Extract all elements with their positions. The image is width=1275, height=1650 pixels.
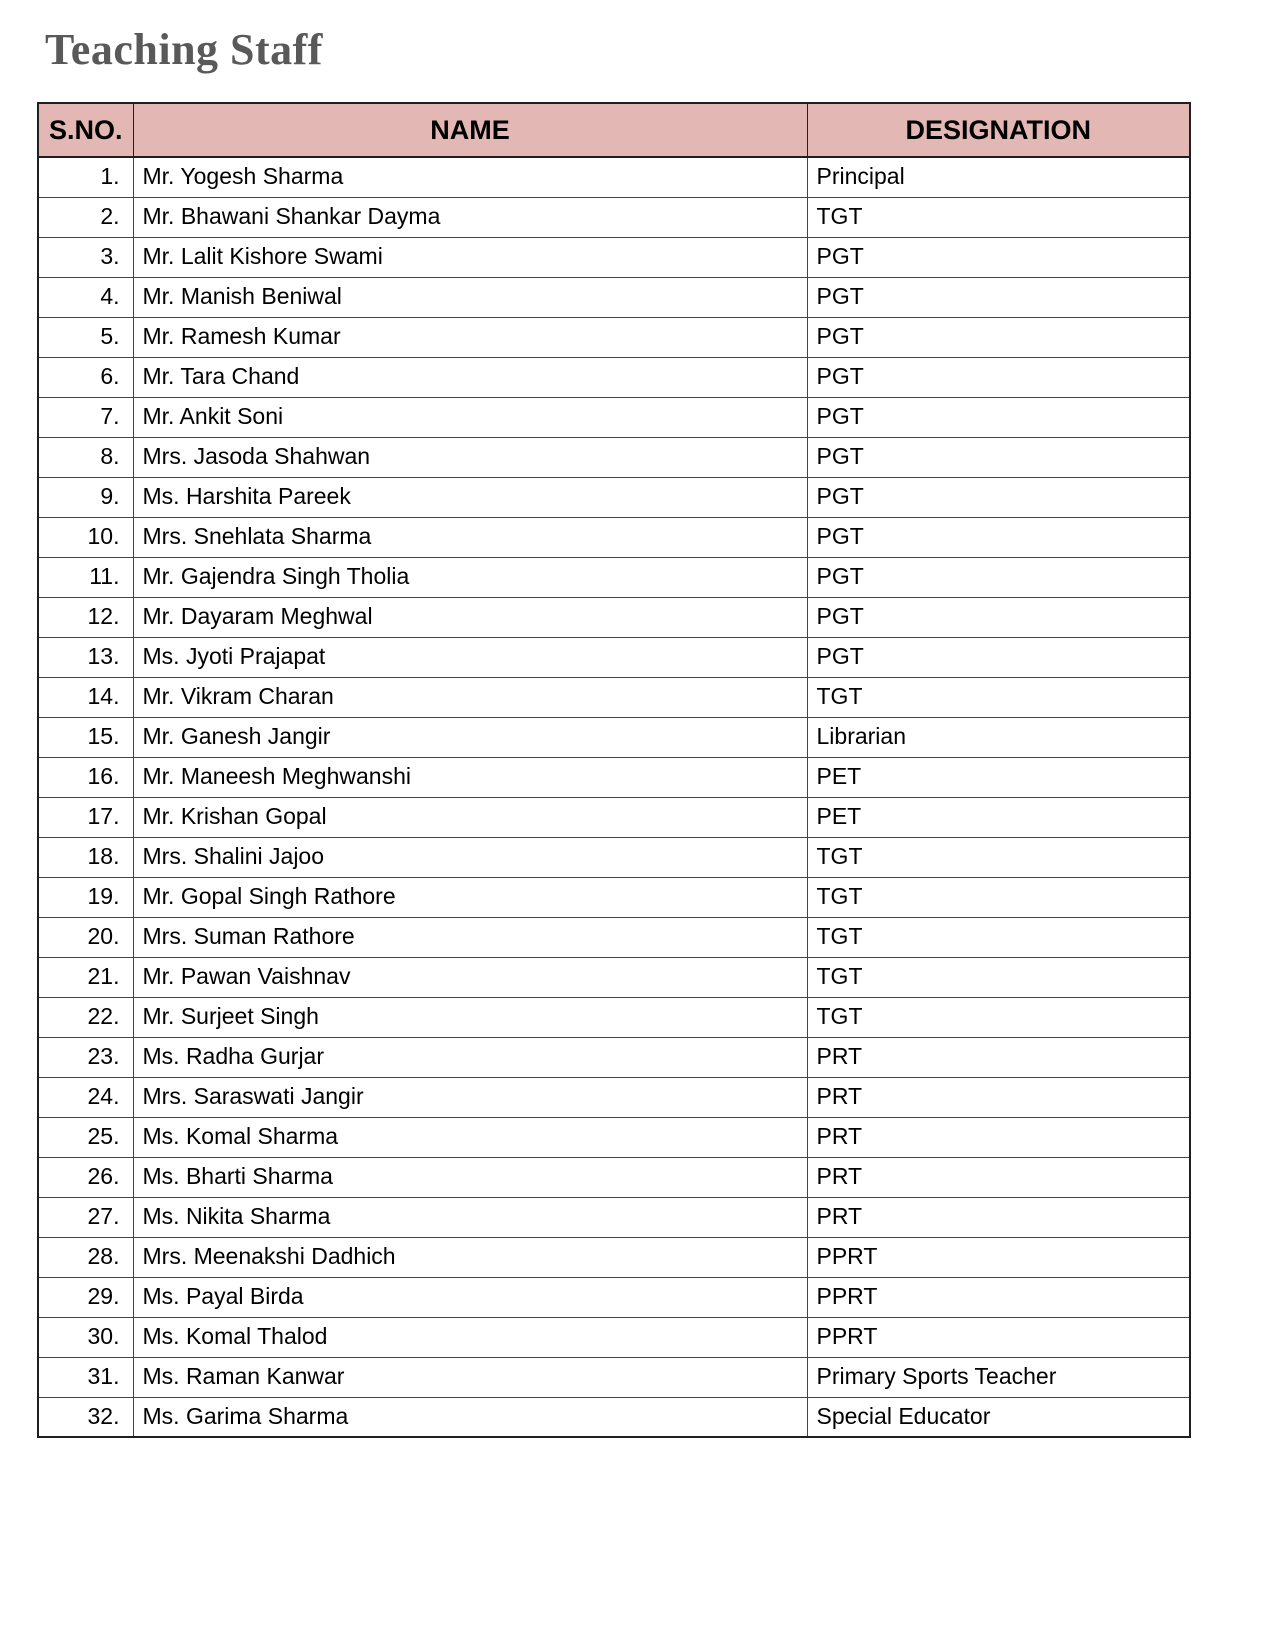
sno-cell: 18. (38, 837, 133, 877)
name-cell: Ms. Harshita Pareek (133, 477, 807, 517)
table-row (38, 197, 1190, 237)
sno-cell: 8. (38, 437, 133, 477)
sno-cell: 12. (38, 597, 133, 637)
designation-cell: PGT (807, 277, 1190, 317)
designation-cell: TGT (807, 997, 1190, 1037)
table-row (38, 637, 1190, 677)
designation-cell: TGT (807, 917, 1190, 957)
sno-cell: 14. (38, 677, 133, 717)
sno-cell: 21. (38, 957, 133, 997)
designation-cell: PGT (807, 357, 1190, 397)
table-row (38, 437, 1190, 477)
name-cell: Mr. Gopal Singh Rathore (133, 877, 807, 917)
sno-cell: 2. (38, 197, 133, 237)
table-row (38, 477, 1190, 517)
sno-cell: 25. (38, 1117, 133, 1157)
table-row (38, 317, 1190, 357)
table-row (38, 1277, 1190, 1317)
name-cell: Ms. Jyoti Prajapat (133, 637, 807, 677)
sno-cell: 7. (38, 397, 133, 437)
name-cell: Mr. Ramesh Kumar (133, 317, 807, 357)
designation-cell: PGT (807, 637, 1190, 677)
table-row (38, 677, 1190, 717)
table-row (38, 757, 1190, 797)
table-row (38, 1237, 1190, 1277)
name-cell: Mrs. Snehlata Sharma (133, 517, 807, 557)
name-cell: Mrs. Suman Rathore (133, 917, 807, 957)
designation-cell: PRT (807, 1117, 1190, 1157)
table-row (38, 717, 1190, 757)
designation-cell: TGT (807, 957, 1190, 997)
name-cell: Mr. Krishan Gopal (133, 797, 807, 837)
table-row (38, 837, 1190, 877)
designation-cell: PGT (807, 317, 1190, 357)
name-cell: Mrs. Jasoda Shahwan (133, 437, 807, 477)
name-cell: Mr. Ankit Soni (133, 397, 807, 437)
staff-table-header (38, 103, 1190, 157)
sno-cell: 24. (38, 1077, 133, 1117)
page-title: Teaching Staff (45, 25, 323, 74)
name-cell: Mrs. Shalini Jajoo (133, 837, 807, 877)
name-cell: Mr. Vikram Charan (133, 677, 807, 717)
name-cell: Ms. Garima Sharma (133, 1397, 807, 1437)
designation-cell: Principal (807, 157, 1190, 197)
designation-cell: PGT (807, 437, 1190, 477)
designation-cell: PRT (807, 1157, 1190, 1197)
designation-cell: PGT (807, 237, 1190, 277)
sno-cell: 27. (38, 1197, 133, 1237)
header-row (38, 103, 1190, 157)
designation-cell: PGT (807, 557, 1190, 597)
sno-cell: 6. (38, 357, 133, 397)
table-row (38, 917, 1190, 957)
designation-cell: TGT (807, 197, 1190, 237)
name-cell: Mr. Dayaram Meghwal (133, 597, 807, 637)
designation-cell: PGT (807, 397, 1190, 437)
table-row (38, 1357, 1190, 1397)
table-row (38, 1117, 1190, 1157)
designation-cell: PPRT (807, 1277, 1190, 1317)
table-row (38, 1317, 1190, 1357)
designation-cell: PET (807, 757, 1190, 797)
sno-cell: 20. (38, 917, 133, 957)
designation-cell: PPRT (807, 1237, 1190, 1277)
table-row (38, 357, 1190, 397)
name-cell: Mr. Maneesh Meghwanshi (133, 757, 807, 797)
name-cell: Mr. Surjeet Singh (133, 997, 807, 1037)
name-cell: Mrs. Saraswati Jangir (133, 1077, 807, 1117)
sno-cell: 30. (38, 1317, 133, 1357)
name-cell: Ms. Raman Kanwar (133, 1357, 807, 1397)
sno-cell: 17. (38, 797, 133, 837)
designation-cell: PRT (807, 1197, 1190, 1237)
sno-cell: 23. (38, 1037, 133, 1077)
name-cell: Mr. Lalit Kishore Swami (133, 237, 807, 277)
table-row (38, 877, 1190, 917)
designation-cell: PGT (807, 597, 1190, 637)
name-cell: Mr. Bhawani Shankar Dayma (133, 197, 807, 237)
name-cell: Ms. Nikita Sharma (133, 1197, 807, 1237)
table-row (38, 1037, 1190, 1077)
name-cell: Mr. Yogesh Sharma (133, 157, 807, 197)
sno-cell: 1. (38, 157, 133, 197)
name-cell: Ms. Payal Birda (133, 1277, 807, 1317)
sno-cell: 15. (38, 717, 133, 757)
table-row (38, 1157, 1190, 1197)
sno-cell: 32. (38, 1397, 133, 1437)
designation-cell: PGT (807, 517, 1190, 557)
col-header-designation: DESIGNATION (807, 103, 1190, 157)
staff-table-body (38, 157, 1190, 1437)
name-cell: Mr. Gajendra Singh Tholia (133, 557, 807, 597)
table-row (38, 1397, 1190, 1437)
sno-cell: 9. (38, 477, 133, 517)
sno-cell: 31. (38, 1357, 133, 1397)
sno-cell: 3. (38, 237, 133, 277)
sno-cell: 19. (38, 877, 133, 917)
name-cell: Mr. Ganesh Jangir (133, 717, 807, 757)
sno-cell: 10. (38, 517, 133, 557)
designation-cell: PRT (807, 1037, 1190, 1077)
table-row (38, 517, 1190, 557)
designation-cell: TGT (807, 877, 1190, 917)
name-cell: Mr. Manish Beniwal (133, 277, 807, 317)
name-cell: Ms. Radha Gurjar (133, 1037, 807, 1077)
table-row (38, 237, 1190, 277)
name-cell: Ms. Bharti Sharma (133, 1157, 807, 1197)
table-row (38, 957, 1190, 997)
table-row (38, 1077, 1190, 1117)
sno-cell: 13. (38, 637, 133, 677)
designation-cell: PPRT (807, 1317, 1190, 1357)
sno-cell: 29. (38, 1277, 133, 1317)
sno-cell: 22. (38, 997, 133, 1037)
designation-cell: PET (807, 797, 1190, 837)
table-row (38, 557, 1190, 597)
designation-cell: TGT (807, 677, 1190, 717)
designation-cell: PRT (807, 1077, 1190, 1117)
sno-cell: 16. (38, 757, 133, 797)
name-cell: Mr. Tara Chand (133, 357, 807, 397)
designation-cell: PGT (807, 477, 1190, 517)
sno-cell: 28. (38, 1237, 133, 1277)
designation-cell: Special Educator (807, 1397, 1190, 1437)
designation-cell: Librarian (807, 717, 1190, 757)
col-header-name: NAME (133, 103, 807, 157)
table-row (38, 1197, 1190, 1237)
table-row (38, 997, 1190, 1037)
table-row (38, 277, 1190, 317)
staff-table (37, 102, 1191, 1438)
name-cell: Ms. Komal Sharma (133, 1117, 807, 1157)
designation-cell: TGT (807, 837, 1190, 877)
name-cell: Mr. Pawan Vaishnav (133, 957, 807, 997)
table-row (38, 157, 1190, 197)
sno-cell: 4. (38, 277, 133, 317)
sno-cell: 26. (38, 1157, 133, 1197)
sno-cell: 5. (38, 317, 133, 357)
table-row (38, 797, 1190, 837)
name-cell: Mrs. Meenakshi Dadhich (133, 1237, 807, 1277)
table-row (38, 597, 1190, 637)
name-cell: Ms. Komal Thalod (133, 1317, 807, 1357)
designation-cell: Primary Sports Teacher (807, 1357, 1190, 1397)
sno-cell: 11. (38, 557, 133, 597)
table-row (38, 397, 1190, 437)
col-header-sno: S.NO. (38, 103, 133, 157)
